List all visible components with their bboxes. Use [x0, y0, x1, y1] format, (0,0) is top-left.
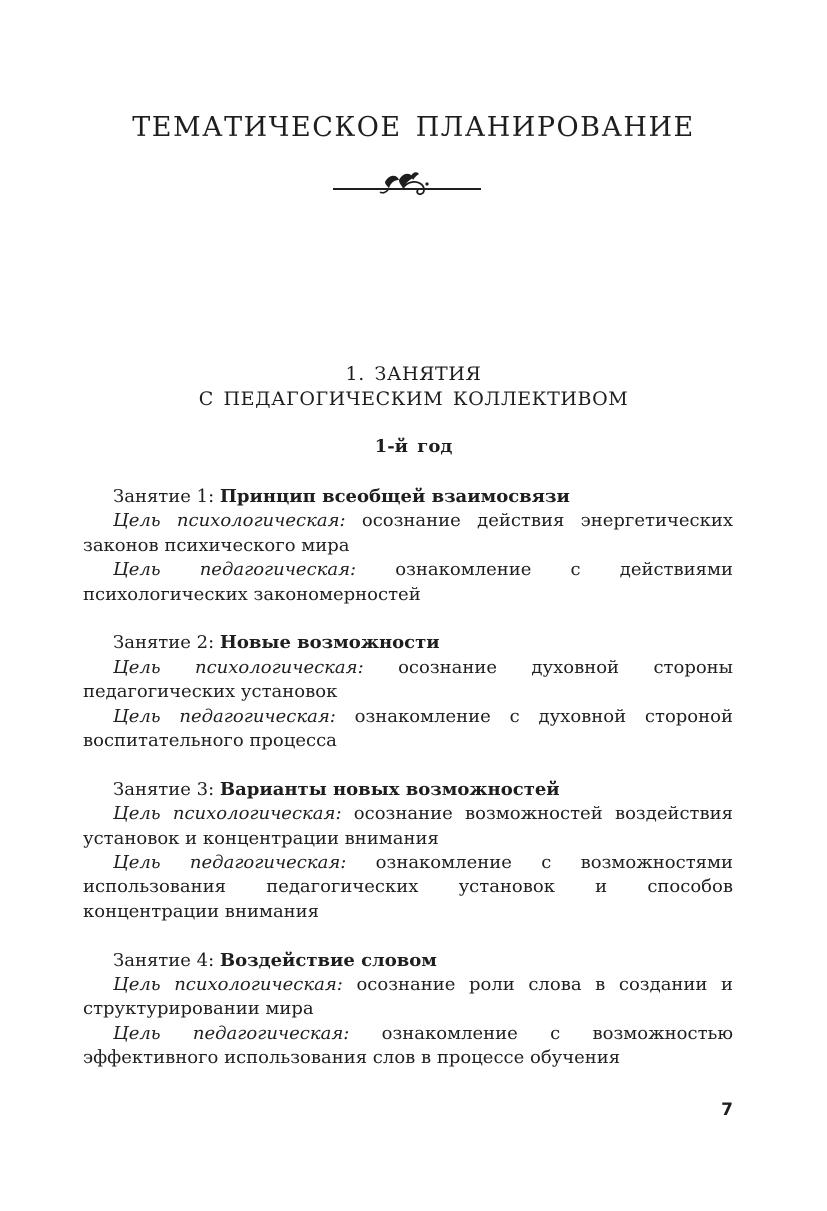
- ped-goal-text: ознакомление с возможностью эффективного использования слов в процессе обучения: [83, 1022, 733, 1069]
- ped-goal: [83, 705, 733, 754]
- psych-goal-text: осознание духовной стороны педагогических установок: [83, 656, 733, 703]
- ped-goal-text: ознакомление с действиями психологических закономерностей: [83, 559, 733, 605]
- section-heading: [0, 362, 827, 412]
- psych-goal: [83, 973, 733, 1022]
- section-heading-line1: 1. ЗАНЯТИЯ: [345, 363, 482, 385]
- ped-goal-label: Цель педагогическая:: [113, 705, 336, 727]
- lesson-1: [83, 485, 733, 607]
- lesson-name: Воздействие словом: [219, 949, 437, 971]
- ped-goal-label: Цель педагогическая:: [113, 1022, 350, 1044]
- psych-goal: [83, 802, 733, 851]
- lesson-name: Принцип всеобщей взаимосвязи: [219, 486, 570, 507]
- lesson-title-line: [83, 485, 733, 509]
- ped-goal: [83, 558, 733, 607]
- ped-goal: [83, 851, 733, 924]
- lesson-number-label: Занятие 1:: [113, 486, 215, 507]
- psych-goal: [83, 656, 733, 705]
- lesson-number-label: Занятие 4:: [113, 949, 215, 971]
- psych-goal: [83, 509, 733, 558]
- lesson-title-line: [83, 631, 733, 655]
- ped-goal-label: Цель педагогическая:: [113, 852, 347, 874]
- psych-goal-text: осознание возможностей воздействия установок и концентрации внимания: [83, 803, 733, 849]
- lesson-number-label: Занятие 3:: [113, 778, 215, 800]
- page-number: 7: [721, 1100, 733, 1120]
- psych-goal-label: Цель психологическая:: [113, 656, 364, 678]
- lesson-3: [83, 778, 733, 924]
- ped-goal-text: ознакомление с духовной стороной воспитательного процесса: [83, 705, 733, 752]
- section-heading-line2: С ПЕДАГОГИЧЕСКИМ КОЛЛЕКТИВОМ: [198, 388, 629, 410]
- lesson-name: Новые возможности: [219, 632, 440, 654]
- page-title: ТЕМАТИЧЕСКОЕ ПЛАНИРОВАНИЕ: [132, 112, 695, 143]
- psych-goal-label: Цель психологическая:: [113, 803, 342, 825]
- ped-goal-text: ознакомление с возможностями использования педагогических установок и способов концентрации внимания: [83, 852, 734, 922]
- ped-goal-label: Цель педагогическая:: [113, 559, 357, 581]
- lesson-number-label: Занятие 2:: [113, 632, 215, 654]
- floral-divider-icon: [333, 166, 483, 198]
- lesson-title-line: [83, 949, 733, 973]
- lesson-name: Варианты новых возможностей: [219, 778, 560, 800]
- year-heading: 1-й год: [374, 436, 453, 457]
- ped-goal: [83, 1022, 733, 1071]
- psych-goal-text: осознание роли слова в создании и структурировании мира: [83, 974, 733, 1020]
- psych-goal-text: осознание действия энергетических законов психического мира: [83, 510, 733, 556]
- lesson-title-line: [83, 778, 733, 802]
- lessons-list: [83, 485, 733, 1095]
- lesson-2: [83, 631, 733, 753]
- lesson-4: [83, 949, 733, 1071]
- psych-goal-label: Цель психологическая:: [113, 974, 343, 996]
- psych-goal-label: Цель психологическая:: [113, 510, 346, 532]
